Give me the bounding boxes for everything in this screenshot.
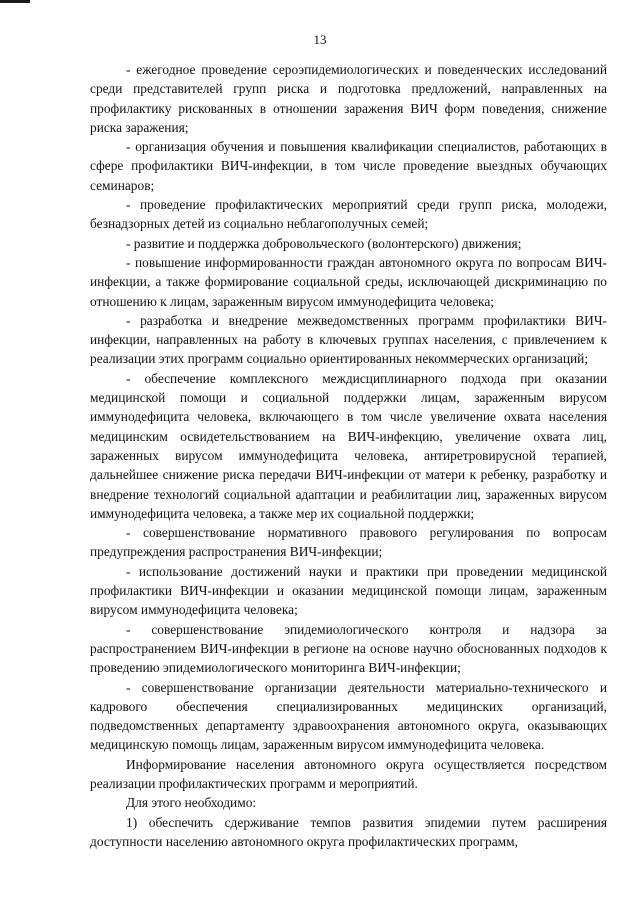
paragraph-necessary: Для этого необходимо:	[126, 795, 257, 811]
paragraph-informing-population: Информирование населения автономного округа осуществляется посредством реализации профилактических программ и мероприятий.	[90, 756, 607, 791]
paragraph-comprehensive-approach: - обеспечение комплексного междисциплинарного подхода при оказании медицинской помощи и социальной поддержки лицам, зараженным вирусом иммунодефицита человека, включающего в том числе увеличение охвата населения медицинским освидетельствованием на ВИЧ-инфекцию, увеличение охвата лиц, зараженных вирусом иммунодефицита человека, антиретровирусной терапией, дальнейшее снижение риска передачи ВИЧ-инфекции от матери к ребенку, разработку и внедрение технологий социальной адаптации и реабилитации лиц, зараженных вирусом иммунодефицита человека, а также мер их социальной поддержки;	[90, 370, 607, 521]
paragraph-regulation: - совершенствование нормативного правового регулирования по вопросам предупреждения распространения ВИЧ-инфекции;	[90, 525, 607, 560]
document-body	[90, 60, 607, 851]
paragraph-volunteer-movement: - развитие и поддержка добровольческого (волонтерского) движения;	[126, 235, 522, 251]
paragraph-serosurveys: - ежегодное проведение сероэпидемиологических и поведенческих исследований среди представителей групп риска и подготовка предложений, направленных на профилактику рискованных в отношении заражения ВИЧ форм поведения, снижение риска заражения;	[90, 62, 607, 135]
paragraph-science-practice: - использование достижений науки и практики при проведении медицинской профилактики ВИЧ-инфекции и оказании медицинской помощи лицам, зараженным вирусом иммунодефицита человека;	[90, 563, 607, 618]
paragraph-public-awareness: - повышение информированности граждан автономного округа по вопросам ВИЧ-инфекции, а также формирование социальной среды, исключающей дискриминацию по отношению к лицам, зараженным вирусом иммунодефицита человека;	[90, 254, 607, 309]
paragraph-interagency-programs: - разработка и внедрение межведомственных программ профилактики ВИЧ-инфекции, направленных на работу в ключевых группах населения, с привлечением к реализации этих программ социально ориентированных некоммерческих организаций;	[90, 312, 607, 367]
page-number: 13	[313, 32, 327, 47]
paragraph-item-1: 1) обеспечить сдерживание темпов развития эпидемии путем расширения доступности населению автономного округа профилактических программ,	[90, 814, 607, 849]
paragraph-prevention-activities: - проведение профилактических мероприятий среди групп риска, молодежи, безнадзорных детей из социально неблагополучных семей;	[90, 197, 607, 232]
paragraph-specialist-training: - организация обучения и повышения квалификации специалистов, работающих в сфере профилактики ВИЧ-инфекции, в том числе проведение выездных обучающих семинаров;	[90, 139, 607, 193]
paragraph-epidemiological-control: - совершенствование эпидемиологического контроля и надзора за распространением ВИЧ-инфекции в регионе на основе научно обоснованных подходов к проведению эпидемиологического мониторинга ВИЧ-инфекции;	[90, 621, 607, 676]
paragraph-organizational-support: - совершенствование организации деятельности материально-технического и кадрового обеспечения специализированных медицинских организаций, подведомственных департаменту здравоохранения автономного округа, оказывающих медицинскую помощь лицам, зараженным вирусом иммунодефицита человека.	[90, 679, 607, 753]
scan-corner-mark	[0, 0, 30, 3]
